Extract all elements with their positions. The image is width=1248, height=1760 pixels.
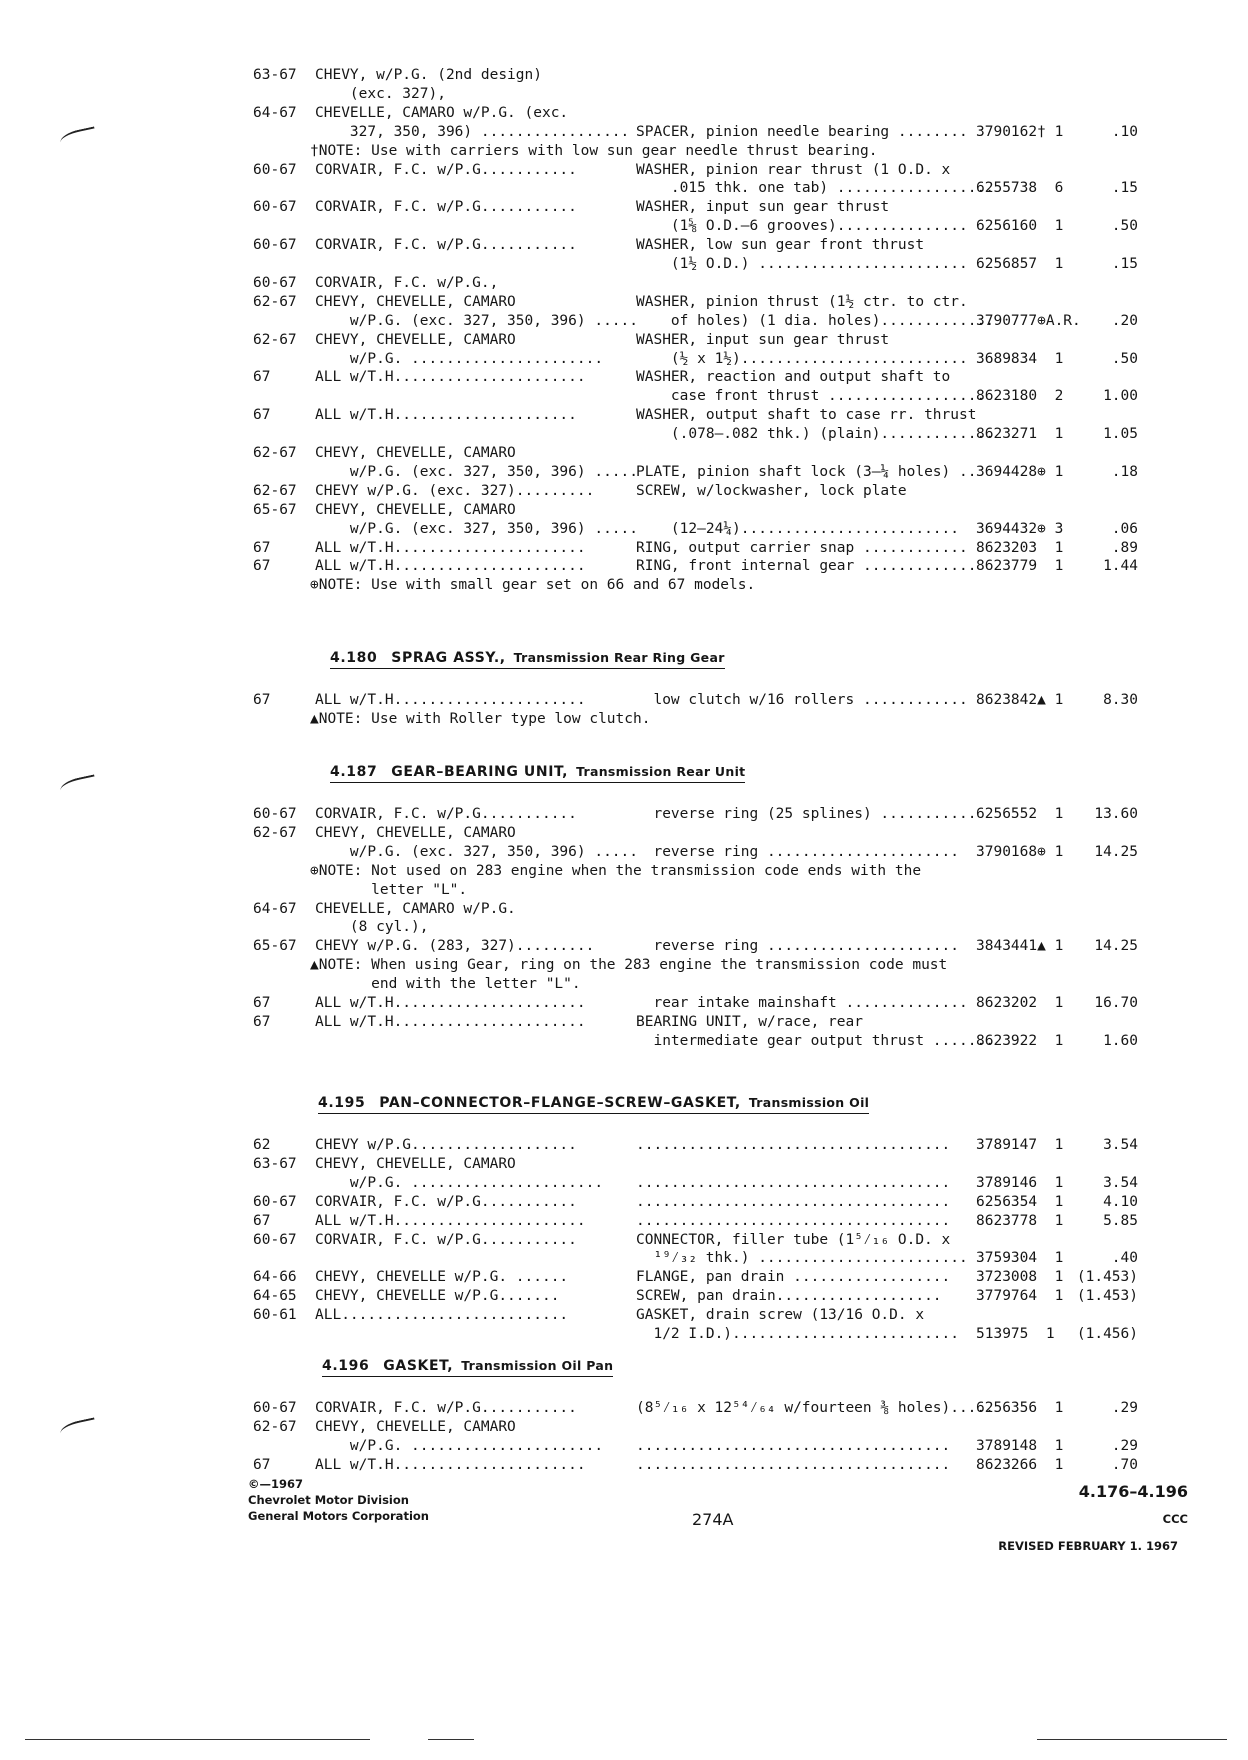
list-price: .18 — [1111, 463, 1138, 480]
part-description: .................................... — [636, 1212, 951, 1229]
list-price: 4.10 — [1103, 1193, 1138, 1210]
list-price: .29 — [1111, 1437, 1138, 1454]
section-subtitle: Transmission Rear Unit — [576, 764, 746, 779]
part-number-qty: 513975 1 — [976, 1326, 1055, 1342]
part-number-qty: 3790777⊕A.R. — [976, 312, 1081, 329]
application: CHEVY w/P.G................... — [315, 1137, 577, 1153]
application: CHEVY, CHEVELLE, CAMARO — [315, 1418, 516, 1435]
model-years: 67 — [253, 539, 271, 556]
part-description: (1½ O.D.) ........................ — [636, 256, 968, 272]
section-title: GASKET, — [383, 1358, 454, 1374]
model-years: 64-67 — [253, 104, 297, 121]
application: CHEVY, CHEVELLE, CAMARO — [315, 331, 516, 348]
part-number-qty: 3689834 1 — [976, 350, 1064, 367]
application: CHEVELLE, CAMARO w/P.G. (exc. — [315, 104, 569, 121]
model-years: 63-67 — [253, 1155, 297, 1172]
binder-hole-mark — [59, 126, 97, 147]
section-number: 4.180 — [330, 650, 378, 666]
list-price: 1.60 — [1103, 1032, 1138, 1049]
model-years: 64-67 — [253, 900, 297, 917]
application: CORVAIR, F.C. w/P.G........... — [315, 1231, 577, 1248]
application: ALL w/T.H...................... — [315, 558, 586, 575]
part-number-qty: 8623778 1 — [976, 1212, 1064, 1229]
part-number-qty: 8623202 1 — [976, 995, 1064, 1011]
section-heading — [318, 1094, 869, 1114]
model-years: 67 — [253, 1013, 271, 1030]
bottom-rule — [1037, 1739, 1227, 1740]
part-description: (1⅝ O.D.–6 grooves)............... — [636, 218, 968, 235]
part-number-qty: 3759304 1 — [976, 1250, 1064, 1267]
application: w/P.G. (exc. 327, 350, 396) ..... — [315, 520, 639, 537]
part-description: case front thrust .................. — [636, 388, 986, 405]
part-description: .015 thk. one tab) .................. — [636, 180, 994, 197]
application: w/P.G. (exc. 327, 350, 396) ..... — [315, 463, 639, 480]
part-description: CONNECTOR, filler tube (1⁵⁄₁₆ O.D. x — [636, 1231, 951, 1248]
list-price: 14.25 — [1094, 843, 1138, 860]
footer-copyright: ©—1967 — [248, 1477, 304, 1491]
application: CHEVY, CHEVELLE, CAMARO — [315, 1155, 516, 1172]
list-price: .89 — [1111, 539, 1138, 556]
application: w/P.G. (exc. 327, 350, 396) ..... — [315, 312, 639, 329]
part-number-qty: 8623271 1 — [976, 426, 1064, 443]
part-description: reverse ring (25 splines) ........... — [636, 806, 977, 822]
model-years: 65-67 — [253, 938, 297, 955]
application: CORVAIR, F.C. w/P.G., — [315, 274, 499, 291]
part-number-qty: 8623203 1 — [976, 539, 1064, 556]
list-price: (1.453) — [1076, 1269, 1138, 1286]
part-description: RING, front internal gear ............. — [636, 558, 977, 575]
application: ALL w/T.H...................... — [315, 692, 586, 708]
part-number-qty: 8623266 1 — [976, 1456, 1064, 1473]
application: w/P.G. (exc. 327, 350, 396) ..... — [315, 843, 639, 860]
footer-division: Chevrolet Motor Division — [248, 1493, 409, 1507]
part-description: WASHER, low sun gear front thrust — [636, 237, 925, 254]
model-years: 60-67 — [253, 806, 297, 822]
section-heading — [330, 649, 725, 669]
model-years: 60-67 — [253, 1400, 297, 1416]
application: CHEVY, CHEVELLE, CAMARO — [315, 824, 516, 841]
part-description: .................................... — [636, 1174, 951, 1191]
model-years: 60-67 — [253, 1193, 297, 1210]
part-description: (12–24¼)......................... — [636, 520, 960, 537]
list-price: 13.60 — [1094, 806, 1138, 822]
page-number: 274A — [692, 1510, 734, 1529]
application: CHEVY, CHEVELLE, CAMARO — [315, 293, 516, 310]
part-number-qty: 6256354 1 — [976, 1193, 1064, 1210]
application: ALL w/T.H...................... — [315, 1212, 586, 1229]
application: CHEVY, CHEVELLE w/P.G....... — [315, 1288, 560, 1305]
model-years: 60-67 — [253, 274, 297, 291]
model-years: 67 — [253, 1456, 271, 1473]
section-title: PAN–CONNECTOR–FLANGE–SCREW–GASKET, — [379, 1095, 741, 1111]
list-price: .50 — [1111, 218, 1138, 235]
part-number-qty: 3723008 1 — [976, 1269, 1064, 1286]
model-years: 64-66 — [253, 1269, 297, 1286]
part-number-qty: 8623922 1 — [976, 1032, 1064, 1049]
footnote: ⊕NOTE: Use with small gear set on 66 and 67 models. — [310, 577, 756, 594]
part-description: of holes) (1 dia. holes)............. — [636, 312, 994, 329]
part-description: reverse ring ...................... — [636, 938, 960, 955]
application: CORVAIR, F.C. w/P.G........... — [315, 806, 577, 822]
binder-hole-mark — [59, 1417, 97, 1438]
list-price: 1.05 — [1103, 426, 1138, 443]
part-number-qty: 3694428⊕ 1 — [976, 463, 1064, 480]
application: CHEVY, CHEVELLE w/P.G. ...... — [315, 1269, 569, 1286]
list-price: 5.85 — [1103, 1212, 1138, 1229]
section-heading — [330, 763, 745, 783]
list-price: (1.456) — [1076, 1326, 1138, 1342]
application: CORVAIR, F.C. w/P.G........... — [315, 1400, 577, 1416]
model-years: 67 — [253, 558, 271, 575]
list-price: (1.453) — [1076, 1288, 1138, 1305]
list-price: 8.30 — [1103, 692, 1138, 708]
section-number: 4.195 — [318, 1095, 366, 1111]
footnote: end with the letter "L". — [310, 976, 581, 993]
part-description: .................................... — [636, 1137, 951, 1153]
section-subtitle: Transmission Rear Ring Gear — [513, 650, 725, 665]
model-years: 60-67 — [253, 199, 297, 216]
model-years: 67 — [253, 407, 271, 424]
model-years: 62-67 — [253, 482, 297, 499]
application: CHEVY, w/P.G. (2nd design) — [315, 67, 542, 83]
part-description: BEARING UNIT, w/race, rear — [636, 1013, 863, 1030]
part-number-qty: 3790168⊕ 1 — [976, 843, 1064, 860]
list-price: 3.54 — [1103, 1137, 1138, 1153]
binder-hole-mark — [59, 774, 97, 795]
model-years: 62-67 — [253, 445, 297, 461]
list-price: 3.54 — [1103, 1174, 1138, 1191]
part-description: SCREW, w/lockwasher, lock plate — [636, 482, 907, 499]
part-description: 1/2 I.D.).......................... — [636, 1326, 960, 1342]
application: ALL w/T.H...................... — [315, 539, 586, 556]
part-description: GASKET, drain screw (13/16 O.D. x — [636, 1307, 925, 1324]
list-price: .15 — [1111, 180, 1138, 197]
application: (8 cyl.), — [315, 919, 429, 936]
part-number-qty: 3694432⊕ 3 — [976, 520, 1064, 537]
model-years: 67 — [253, 692, 271, 708]
list-price: .29 — [1111, 1400, 1138, 1416]
application: CHEVY, CHEVELLE, CAMARO — [315, 501, 516, 518]
bottom-rule — [428, 1739, 474, 1740]
part-number-qty: 6256160 1 — [976, 218, 1064, 235]
part-number-qty: 6255738 6 — [976, 180, 1064, 197]
application: CHEVY w/P.G. (exc. 327)......... — [315, 482, 595, 499]
model-years: 62-67 — [253, 293, 297, 310]
list-price: .06 — [1111, 520, 1138, 537]
application: ALL w/T.H...................... — [315, 369, 586, 386]
part-description: SCREW, pan drain................... — [636, 1288, 942, 1305]
application: CORVAIR, F.C. w/P.G........... — [315, 199, 577, 216]
part-number-qty: 8623180 2 — [976, 388, 1064, 405]
part-number-qty: 8623779 1 — [976, 558, 1064, 575]
application: ALL w/T.H...................... — [315, 1013, 586, 1030]
model-years: 67 — [253, 1212, 271, 1229]
model-years: 60-67 — [253, 1231, 297, 1248]
model-years: 62-67 — [253, 331, 297, 348]
application: CHEVELLE, CAMARO w/P.G. — [315, 900, 516, 917]
footer-revised: REVISED FEBRUARY 1. 1967 — [998, 1539, 1178, 1553]
list-price: 14.25 — [1094, 938, 1138, 955]
part-description: WASHER, pinion thrust (1½ ctr. to ctr. — [636, 293, 968, 310]
part-number-qty: 6256857 1 — [976, 256, 1064, 272]
part-description: SPACER, pinion needle bearing ........ — [636, 123, 968, 140]
model-years: 62-67 — [253, 824, 297, 841]
part-number-qty: 3843441▲ 1 — [976, 938, 1064, 955]
model-years: 60-67 — [253, 161, 297, 178]
part-description: rear intake mainshaft .............. — [636, 995, 968, 1011]
application: ALL w/T.H..................... — [315, 407, 577, 424]
part-description: (8⁵⁄₁₆ x 12⁵⁴⁄₆₄ w/fourteen ⅜ holes)..... — [636, 1400, 994, 1416]
part-number-qty: 3779764 1 — [976, 1288, 1064, 1305]
application: CORVAIR, F.C. w/P.G........... — [315, 161, 577, 178]
list-price: .40 — [1111, 1250, 1138, 1267]
footer-corporation: General Motors Corporation — [248, 1509, 429, 1523]
part-description: ¹⁹⁄₃₂ thk.) ........................ — [636, 1250, 968, 1267]
application: w/P.G. ...................... — [315, 350, 604, 367]
bottom-rule — [25, 1739, 370, 1740]
part-description: FLANGE, pan drain .................. — [636, 1269, 951, 1286]
section-title: GEAR–BEARING UNIT, — [391, 764, 569, 780]
model-years: 64-65 — [253, 1288, 297, 1305]
model-years: 60-61 — [253, 1307, 297, 1324]
part-description: WASHER, input sun gear thrust — [636, 199, 890, 216]
model-years: 62 — [253, 1137, 271, 1153]
part-description: .................................... — [636, 1456, 951, 1473]
application: ALL w/T.H...................... — [315, 995, 586, 1011]
section-number: 4.196 — [322, 1358, 370, 1374]
part-number-qty: 8623842▲ 1 — [976, 692, 1064, 708]
list-price: .20 — [1111, 312, 1138, 329]
part-description: intermediate gear output thrust ....... — [636, 1032, 994, 1049]
part-number-qty: 3789146 1 — [976, 1174, 1064, 1191]
footnote: †NOTE: Use with carriers with low sun gear needle thrust bearing. — [310, 142, 878, 159]
footnote: ▲NOTE: Use with Roller type low clutch. — [310, 710, 651, 727]
list-price: 1.44 — [1103, 558, 1138, 575]
part-number-qty: 3789147 1 — [976, 1137, 1064, 1153]
list-price: .50 — [1111, 350, 1138, 367]
list-price: .70 — [1111, 1456, 1138, 1473]
footer-code: CCC — [1162, 1512, 1188, 1526]
application: (exc. 327), — [315, 85, 446, 102]
list-price: 16.70 — [1094, 995, 1138, 1011]
application: 327, 350, 396) ................. — [315, 123, 630, 140]
list-price: .10 — [1111, 123, 1138, 140]
application: CHEVY, CHEVELLE, CAMARO — [315, 445, 516, 461]
part-description: WASHER, pinion rear thrust (1 O.D. x — [636, 161, 951, 178]
footnote: ▲NOTE: When using Gear, ring on the 283 engine the transmission code must — [310, 957, 948, 974]
application: ALL w/T.H...................... — [315, 1456, 586, 1473]
application: w/P.G. ...................... — [315, 1437, 604, 1454]
part-description: WASHER, input sun gear thrust — [636, 331, 890, 348]
model-years: 62-67 — [253, 1418, 297, 1435]
footnote: ⊕NOTE: Not used on 283 engine when the transmission code ends with the — [310, 862, 922, 879]
footer-section-range: 4.176–4.196 — [1078, 1482, 1188, 1501]
part-description: PLATE, pinion shaft lock (3–¼ holes) .. — [636, 463, 977, 480]
part-description: low clutch w/16 rollers ............ — [636, 692, 968, 708]
part-number-qty: 6256356 1 — [976, 1400, 1064, 1416]
application: CHEVY w/P.G. (283, 327)......... — [315, 938, 595, 955]
part-description: RING, output carrier snap ............ — [636, 539, 968, 556]
part-number-qty: 6256552 1 — [976, 806, 1064, 822]
part-number-qty: 3789148 1 — [976, 1437, 1064, 1454]
list-price: .15 — [1111, 256, 1138, 272]
part-description: (.078–.082 thk.) (plain)............. — [636, 426, 994, 443]
application: CORVAIR, F.C. w/P.G........... — [315, 237, 577, 254]
part-description: WASHER, reaction and output shaft to — [636, 369, 951, 386]
part-description: (½ x 1½).......................... — [636, 350, 968, 367]
section-subtitle: Transmission Oil Pan — [461, 1358, 614, 1373]
section-number: 4.187 — [330, 764, 378, 780]
part-description: .................................... — [636, 1193, 951, 1210]
application: CORVAIR, F.C. w/P.G........... — [315, 1193, 577, 1210]
part-number-qty: 3790162† 1 — [976, 123, 1064, 140]
section-subtitle: Transmission Oil — [748, 1095, 870, 1110]
model-years: 67 — [253, 369, 271, 386]
list-price: 1.00 — [1103, 388, 1138, 405]
application: w/P.G. ...................... — [315, 1174, 604, 1191]
part-description: reverse ring ...................... — [636, 843, 960, 860]
footnote: letter "L". — [310, 881, 468, 898]
model-years: 63-67 — [253, 67, 297, 83]
section-title: SPRAG ASSY., — [391, 650, 506, 666]
application: ALL.......................... — [315, 1307, 569, 1324]
model-years: 60-67 — [253, 237, 297, 254]
part-description: WASHER, output shaft to case rr. thrust — [636, 407, 977, 424]
model-years: 65-67 — [253, 501, 297, 518]
model-years: 67 — [253, 995, 271, 1011]
part-description: .................................... — [636, 1437, 951, 1454]
section-heading — [322, 1357, 613, 1377]
